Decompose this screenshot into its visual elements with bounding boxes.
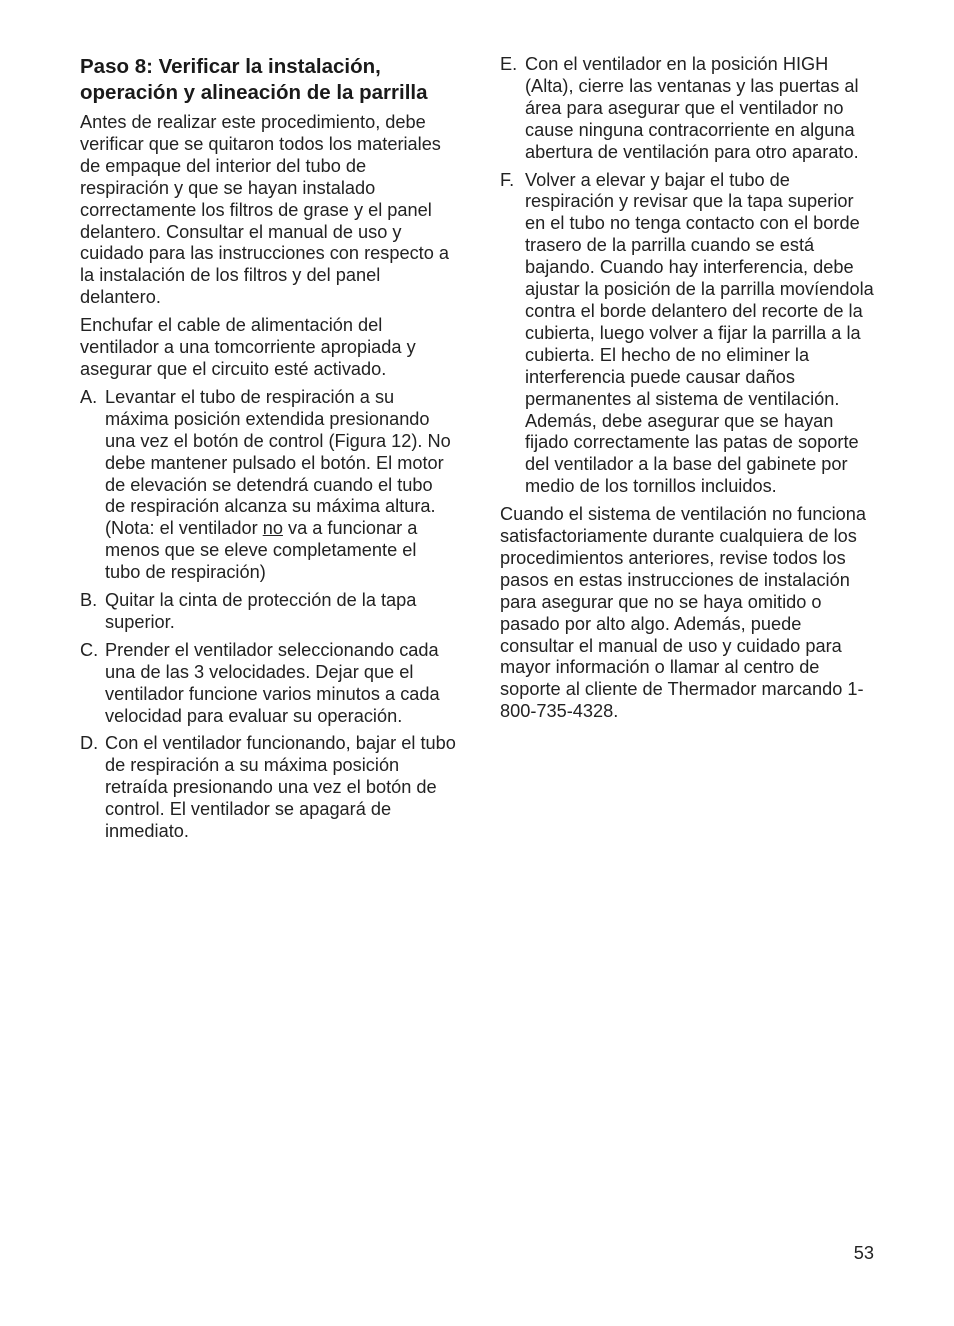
intro-paragraph-1: Antes de realizar este procedimiento, debe verificar que se quitaron todos los materiales de empaque del interior del tubo de respiración y que se hayan instalado correctamente los filtros de grase y el panel delantero. Consultar el manual de uso y cuidado para las instrucciones con respecto a la instalación de los filtros y del panel delantero. — [80, 112, 450, 308]
step-text-f: Volver a elevar y bajar el tubo de respiración y revisar que la tapa superior en el tubo no tenga contacto con el borde trasero de la parrilla cuando se está bajando. Cuando hay interferencia, debe ajustar la posición de la parrilla movíendola contra el borde delantero del recorte de la cubierta, luego volver a fijar la parrilla a la cubierta. El hecho de no eliminer la interferencia puede causar daños permanentes al sistema de ventilación. Además, debe asegurar que se hayan fijado correctamente las patas de soporte del ventilador a la base del gabinete por medio de los tornillos incluidos. — [525, 169, 874, 497]
step-text-a-part1: Levantar el tubo de respiración a su máxima posición extendida presionando una vez el botón de control (Figura 12). No debe mantener pulsado el botón. El motor de elevación se detendrá cuando el tubo de respiración alcanza su máxima altura. (Nota: el ventilador — [105, 386, 451, 539]
step-item-e — [500, 54, 874, 164]
steps-list-right — [500, 54, 874, 498]
left-column — [80, 54, 456, 849]
section-heading: Paso 8: Verificar la instalación, operación y alineación de la parrilla — [80, 55, 428, 104]
step-text-a-underlined: no — [262, 518, 283, 539]
step-text-e: Con el ventilador en la posición HIGH (Alta), cierre las ventanas y las puertas al área para asegurar que el ventilador no cause ninguna contracorriente en alguna abertura de ventilación para otro aparato. — [525, 54, 859, 162]
step-text-d: Con el ventilador funcionando, bajar el tubo de respiración a su máxima posición retraída presionando una vez el botón de control. El ventilador se apagará de inmediato. — [105, 733, 456, 842]
step-marker-e: E. — [500, 54, 518, 74]
right-column — [500, 54, 874, 729]
step-item-d — [80, 733, 456, 843]
step-item-f — [500, 170, 874, 499]
step-marker-c: C. — [80, 639, 99, 660]
step-text-b: Quitar la cinta de protección de la tapa superior. — [105, 590, 417, 632]
step-marker-a: A. — [80, 386, 98, 407]
step-marker-b: B. — [80, 590, 98, 611]
step-item-a — [80, 387, 456, 584]
step-item-b — [80, 590, 456, 634]
step-item-c — [80, 640, 456, 728]
intro-paragraph-2: Enchufar el cable de alimentación del ventilador a una tomcorriente apropiada y asegurar que el circuito esté activado. — [80, 315, 416, 379]
steps-list-left — [80, 387, 456, 843]
closing-paragraph: Cuando el sistema de ventilación no funciona satisfactoriamente durante cualquiera de los procedimientos anteriores, revise todos los pasos en estas instrucciones de instalación para asegurar que no se haya omitido o pasado por alto algo. Además, puede consultar el manual de uso y cuidado para mayor información o llamar al centro de soporte al cliente de Thermador marcando 1-800-735-4328. — [500, 504, 867, 722]
step-marker-d: D. — [80, 733, 99, 754]
step-text-c: Prender el ventilador seleccionando cada una de las 3 velocidades. Dejar que el ventilador funcione varios minutos a cada velocidad para evaluar su operación. — [105, 639, 440, 726]
step-marker-f: F. — [500, 169, 515, 190]
step-text-a-part2: va a funcionar a menos que se eleve completamente el tubo de respiración) — [105, 518, 418, 583]
page-number: 53 — [853, 1243, 874, 1263]
